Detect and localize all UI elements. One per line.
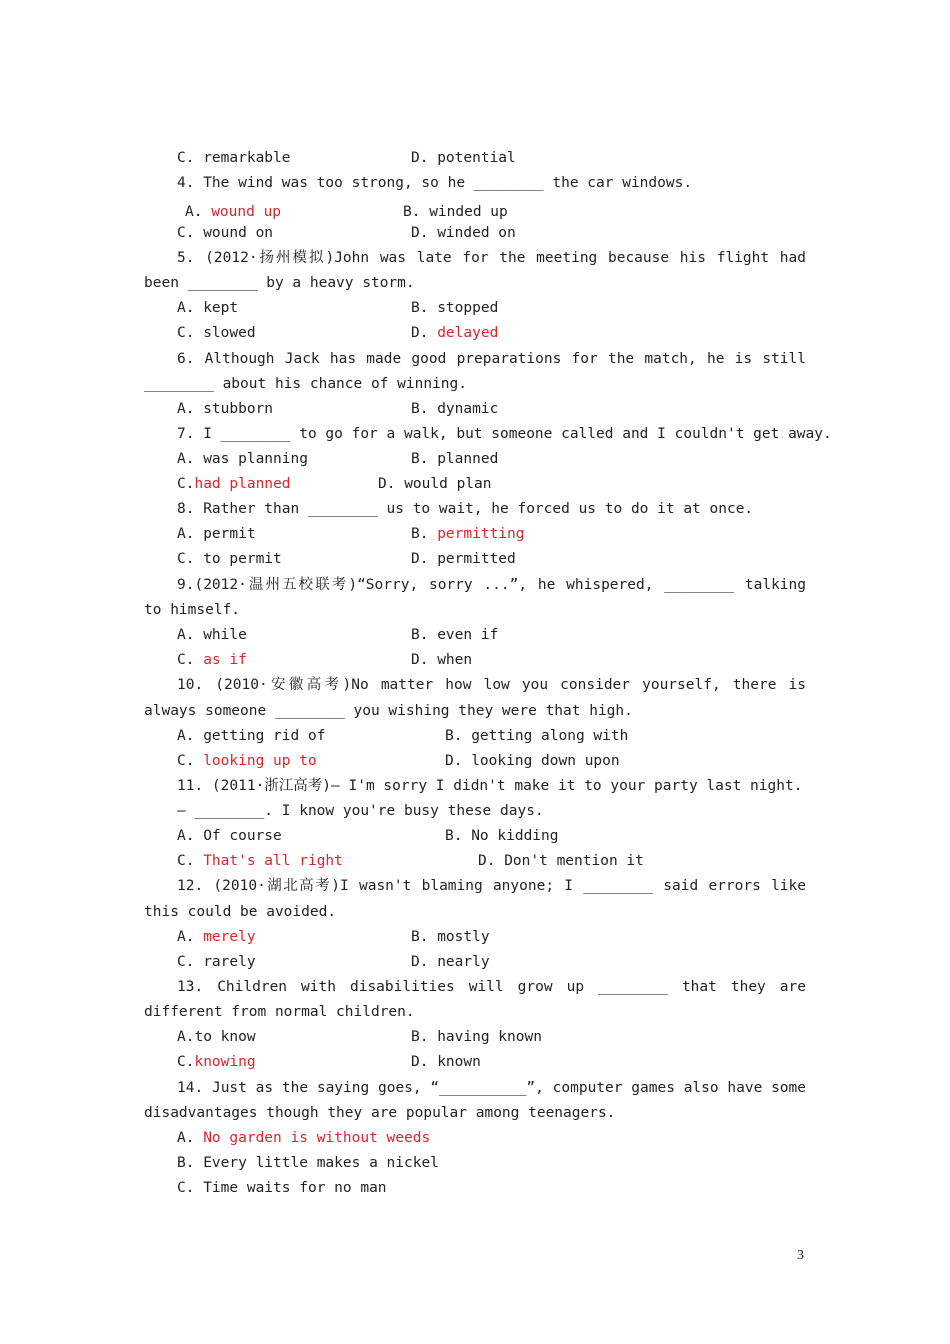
option-text: would plan [404, 476, 492, 492]
q12-option-b [411, 927, 490, 947]
q6-stem-line2: ________ about his chance of winning. [144, 376, 468, 392]
option-text: potential [437, 150, 516, 166]
option-letter: D. [411, 225, 438, 241]
option-letter: D. [445, 753, 472, 769]
answer-text: as if [203, 652, 247, 668]
option-letter: D. [411, 551, 438, 567]
q14-option-c [177, 1178, 387, 1198]
option-letter: C. [177, 150, 204, 166]
option-letter: D. [411, 325, 438, 341]
option-letter: D. [411, 652, 438, 668]
q5-option-c [177, 323, 256, 343]
option-text: dynamic [437, 401, 499, 417]
q9-option-d [411, 650, 472, 670]
option-text: permit [203, 526, 256, 542]
q3-option-d [411, 148, 516, 168]
q11-stem-line1: 11. (2011·浙江高考)— I'm sorry I didn't make it to your party last night. [177, 778, 803, 794]
option-letter: C. [177, 551, 204, 567]
option-text: winded on [437, 225, 516, 241]
q11-option-c [177, 851, 343, 871]
answer-text: delayed [437, 325, 499, 341]
option-text: when [437, 652, 473, 668]
q4-option-a [185, 202, 281, 222]
q6-option-b [411, 399, 498, 419]
option-letter: B. [411, 451, 438, 467]
q12-stem-line1: 12. (2010·湖北高考)I wasn't blaming anyone; I ________ said errors like [177, 878, 806, 894]
q11-option-b [445, 826, 559, 846]
option-letter: A. [177, 1130, 204, 1146]
option-letter: A. [177, 627, 204, 643]
option-text: rarely [203, 954, 256, 970]
q6-option-a [177, 399, 273, 419]
q9-option-b [411, 625, 498, 645]
option-letter: C. [177, 753, 204, 769]
option-letter: B. [177, 1155, 204, 1171]
option-letter: A. [177, 1029, 195, 1045]
q4-option-d [411, 223, 516, 243]
q12-option-d [411, 952, 490, 972]
q14-stem-line2: disadvantages though they are popular among teenagers. [144, 1105, 616, 1121]
answer-text: That's all right [203, 853, 343, 869]
q5-stem-line2: been ________ by a heavy storm. [144, 275, 415, 291]
q8-stem: 8. Rather than ________ us to wait, he forced us to do it at once. [177, 501, 754, 517]
option-letter: B. [411, 929, 438, 945]
option-letter: D. [478, 853, 505, 869]
q4-option-b [403, 202, 508, 222]
option-letter: D. [411, 1054, 438, 1070]
option-text: mostly [437, 929, 490, 945]
q13-option-c [177, 1052, 256, 1072]
option-text: nearly [437, 954, 490, 970]
q13-option-b [411, 1027, 542, 1047]
option-text: to know [194, 1029, 256, 1045]
q7-stem: 7. I ________ to go for a walk, but someone called and I couldn't get away. [177, 426, 832, 442]
q5-option-b [411, 298, 498, 318]
q12-option-a [177, 927, 256, 947]
q4-stem: 4. The wind was too strong, so he ________ the car windows. [177, 175, 693, 191]
q12-option-c [177, 952, 256, 972]
q7-option-a [177, 449, 308, 469]
q13-stem-line2: different from normal children. [144, 1004, 415, 1020]
option-letter: A. [177, 401, 204, 417]
answer-text: merely [203, 929, 256, 945]
option-letter: B. [445, 728, 472, 744]
option-text: permitted [437, 551, 516, 567]
option-text: was planning [203, 451, 308, 467]
q10-option-b [445, 726, 628, 746]
option-text: kept [203, 300, 239, 316]
answer-text: permitting [437, 526, 525, 542]
option-letter: C. [177, 1054, 195, 1070]
q14-option-b [177, 1153, 439, 1173]
option-text: while [203, 627, 247, 643]
answer-text: had planned [194, 476, 291, 492]
q8-option-a [177, 524, 256, 544]
q13-stem-line1: 13. Children with disabilities will grow up ________ that they are [177, 979, 806, 995]
option-letter: A. [177, 526, 204, 542]
q5-stem-line1: 5. (2012·扬州模拟)John was late for the meeting because his flight had [177, 250, 806, 266]
option-text: planned [437, 451, 499, 467]
q9-stem-line1: 9.(2012·温州五校联考)“Sorry, sorry ...”, he whispered, ________ talking [177, 577, 806, 593]
q14-stem-line1: 14. Just as the saying goes, “__________”, computer games also have some [177, 1080, 806, 1096]
q5-option-d [411, 323, 498, 343]
q11-option-a [177, 826, 282, 846]
option-letter: B. [411, 1029, 438, 1045]
q9-stem-line2: to himself. [144, 602, 241, 618]
option-text: to permit [203, 551, 282, 567]
q10-option-d [445, 751, 620, 771]
option-letter: D. [378, 476, 405, 492]
q7-option-d [378, 474, 492, 494]
option-text: Every little makes a nickel [203, 1155, 439, 1171]
answer-text: No garden is without weeds [203, 1130, 431, 1146]
option-letter: B. [411, 526, 438, 542]
option-text: having known [437, 1029, 542, 1045]
option-text: No kidding [471, 828, 559, 844]
q10-stem-line2: always someone ________ you wishing they were that high. [144, 703, 633, 719]
option-letter: C. [177, 652, 204, 668]
page-number: 3 [797, 1248, 804, 1263]
q3-option-c [177, 148, 291, 168]
option-letter: A. [177, 728, 204, 744]
option-letter: C. [177, 225, 204, 241]
option-letter: A. [177, 300, 204, 316]
answer-text: knowing [194, 1054, 256, 1070]
option-text: known [437, 1054, 481, 1070]
option-letter: B. [411, 401, 438, 417]
answer-text: wound up [211, 204, 282, 220]
q13-option-a [177, 1027, 256, 1047]
q5-option-a [177, 298, 238, 318]
q4-option-c [177, 223, 273, 243]
option-text: wound on [203, 225, 274, 241]
q11-option-d [478, 851, 644, 871]
q7-option-c [177, 474, 291, 494]
q10-option-c [177, 751, 317, 771]
option-letter: B. [411, 627, 438, 643]
q8-option-c [177, 549, 282, 569]
q9-option-a [177, 625, 247, 645]
option-text: stubborn [203, 401, 274, 417]
option-text: Don't mention it [504, 853, 644, 869]
option-text: looking down upon [471, 753, 620, 769]
q12-stem-line2: this could be avoided. [144, 904, 337, 920]
q8-option-d [411, 549, 516, 569]
answer-text: looking up to [203, 753, 317, 769]
q8-option-b [411, 524, 525, 544]
option-letter: C. [177, 954, 204, 970]
option-letter: C. [177, 325, 204, 341]
option-text: Of course [203, 828, 282, 844]
option-text: Time waits for no man [203, 1180, 387, 1196]
q14-option-a [177, 1128, 430, 1148]
option-letter: D. [411, 954, 438, 970]
option-text: winded up [429, 204, 508, 220]
option-letter: C. [177, 476, 195, 492]
q11-stem-line2: — ________. I know you're busy these days. [177, 803, 544, 819]
option-letter: B. [403, 204, 430, 220]
option-letter: A. [177, 929, 204, 945]
option-text: remarkable [203, 150, 291, 166]
option-letter: B. [411, 300, 438, 316]
q9-option-c [177, 650, 247, 670]
option-text: even if [437, 627, 499, 643]
option-letter: B. [445, 828, 472, 844]
option-letter: A. [185, 204, 212, 220]
q10-stem-line1: 10. (2010·安徽高考)No matter how low you consider yourself, there is [177, 677, 806, 693]
option-text: getting along with [471, 728, 629, 744]
q13-option-d [411, 1052, 481, 1072]
option-letter: D. [411, 150, 438, 166]
option-letter: A. [177, 451, 204, 467]
option-text: getting rid of [203, 728, 326, 744]
option-text: stopped [437, 300, 499, 316]
option-letter: A. [177, 828, 204, 844]
option-letter: C. [177, 1180, 204, 1196]
q10-option-a [177, 726, 325, 746]
option-text: slowed [203, 325, 256, 341]
option-letter: C. [177, 853, 204, 869]
q6-stem-line1: 6. Although Jack has made good preparations for the match, he is still [177, 351, 806, 367]
q7-option-b [411, 449, 498, 469]
